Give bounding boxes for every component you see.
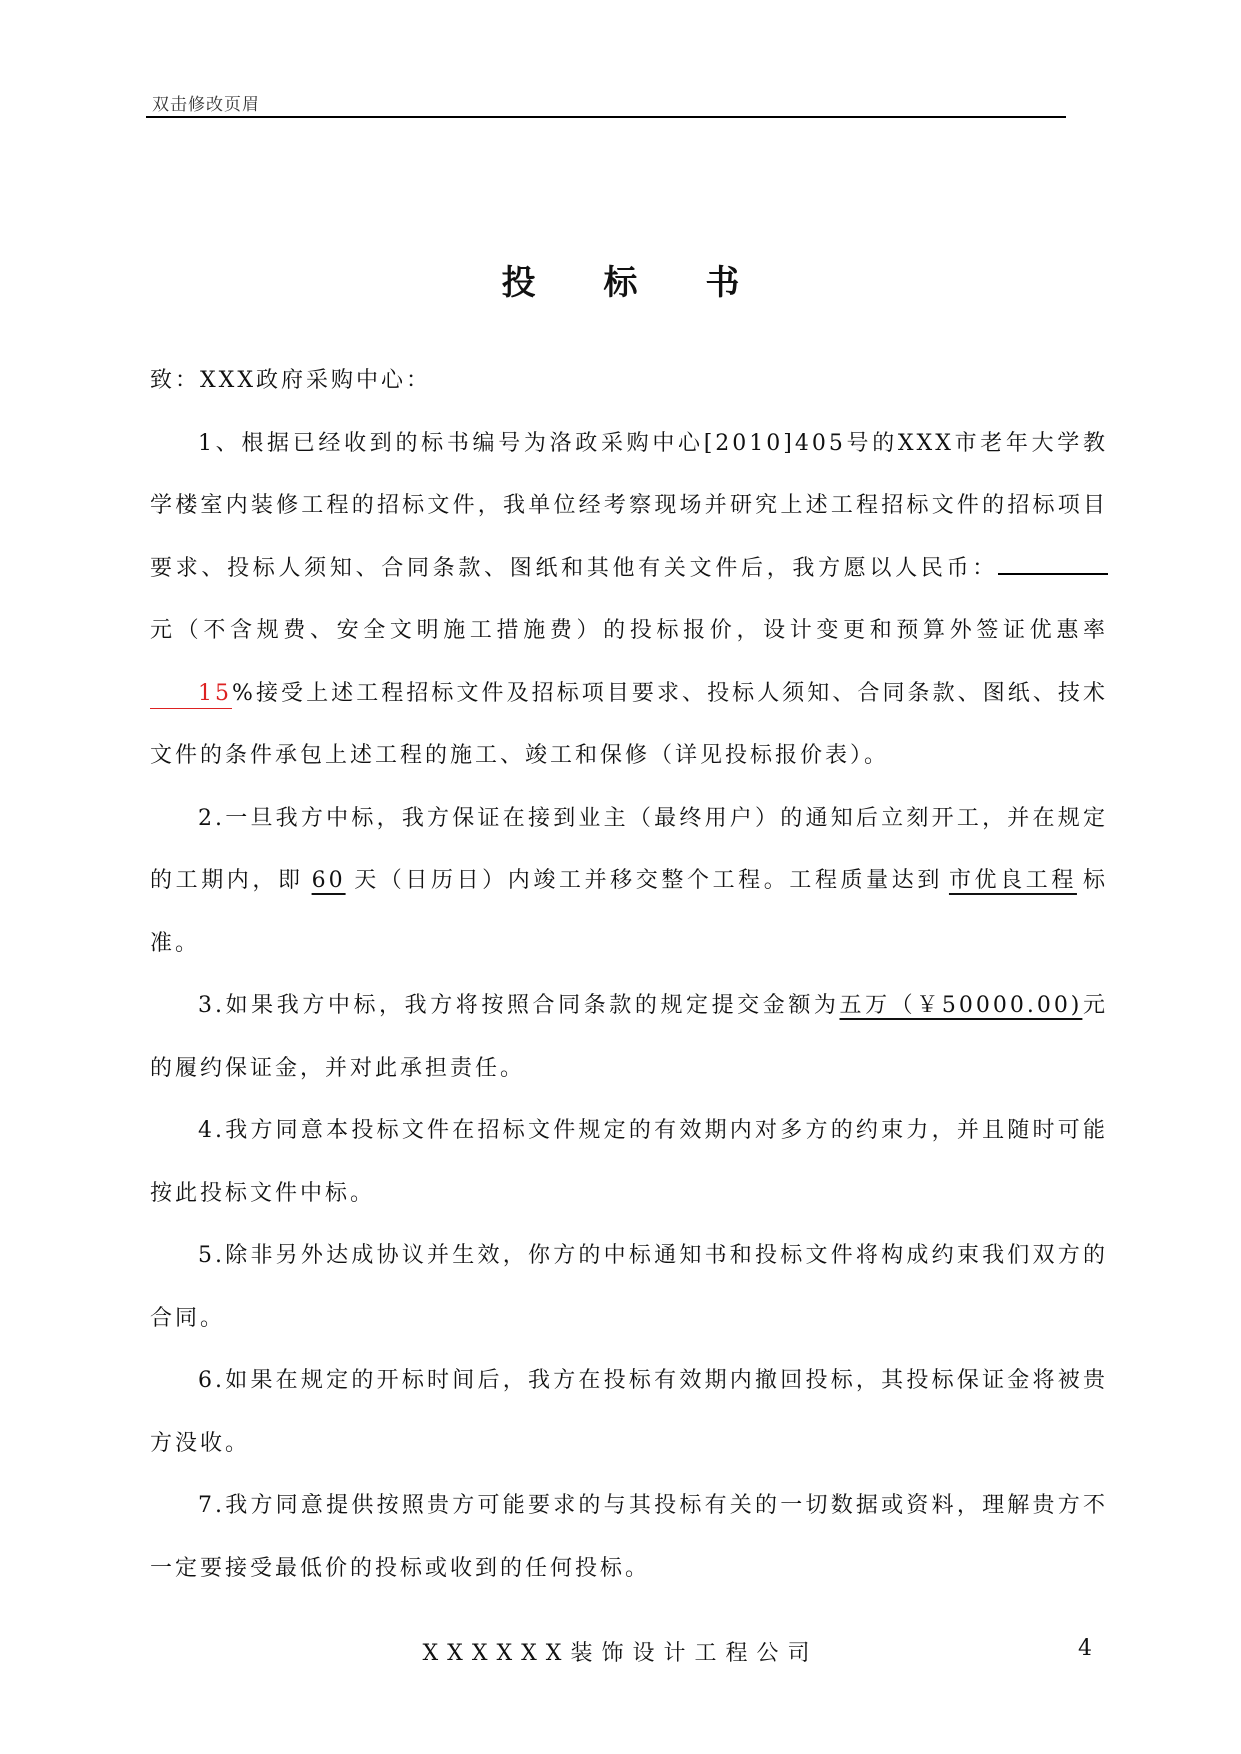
footer-company-name: XXXXXX装饰设计工程公司 <box>422 1641 819 1666</box>
paragraph-3-text-b: 元的履约保证金，并对此承担责任。 <box>150 993 1108 1081</box>
paragraph-6: 6.如果在规定的开标时间后，我方在投标有效期内撤回投标，其投标保证金将被贵方没收。 <box>150 1368 1108 1456</box>
quality-standard-field[interactable]: 市优良工程 <box>948 868 1077 893</box>
paragraph-7: 7.我方同意提供按照贵方可能要求的与其投标有关的一切数据或资料，理解贵方不一定要接受最低价的投标或收到的任何投标。 <box>150 1493 1108 1581</box>
paragraph-1-text-b: 元（不含规费、安全文明施工措施费）的投标报价，设计变更和预算外签证优惠率 <box>150 618 1108 643</box>
paragraph-5: 5.除非另外达成协议并生效，你方的中标通知书和投标文件将构成约束我们双方的合同。 <box>150 1243 1108 1331</box>
duration-days-field[interactable]: 60 <box>311 868 346 893</box>
document-body <box>150 350 1108 1600</box>
performance-bond-amount-field[interactable]: 五万（￥50000.00) <box>839 993 1083 1018</box>
paragraph-1-text-a: 1、根据已经收到的标书编号为洛政采购中心[2010]405号的XXX市老年大学教学楼室内装修工程的招标文件，我单位经考察现场并研究上述工程招标文件的招标项目要求、投标人须知、合同条款、图纸和其他有关文件后，我方愿以人民币： <box>150 430 1108 581</box>
paragraph-1 <box>150 413 1108 788</box>
header-rule <box>146 116 1066 118</box>
price-blank-field[interactable] <box>998 547 1108 575</box>
paragraph-3-text-a: 3.如果我方中标，我方将按照合同条款的规定提交金额为 <box>198 993 840 1018</box>
discount-rate-field[interactable]: 15 <box>150 680 232 709</box>
paragraph-3 <box>150 975 1108 1100</box>
document-title: 投 标 书 <box>501 263 768 303</box>
paragraph-1-text-c: %接受上述工程招标文件及招标项目要求、投标人须知、合同条款、图纸、技术文件的条件承包上述工程的施工、竣工和保修（详见投标报价表）。 <box>150 680 1108 768</box>
paragraph-2-text-a: 2.一旦我方中标，我方保证在接到业主（最终用户）的通知后立刻开工，并在规定的工期内，即 <box>150 805 1108 893</box>
page-header-text[interactable]: 双击修改页眉 <box>152 95 260 115</box>
paragraph-2-text-b: 天（日历日）内竣工并移交整个工程。工程质量达到 <box>353 868 943 893</box>
paragraph-4: 4.我方同意本投标文件在招标文件规定的有效期内对多方的约束力，并且随时可能按此投标文件中标。 <box>150 1118 1108 1206</box>
paragraph-2-text-c: 标准。 <box>150 868 1108 956</box>
salutation: 致：XXX政府采购中心： <box>150 368 431 393</box>
page-number: 4 <box>1078 1636 1092 1661</box>
paragraph-2 <box>150 788 1108 976</box>
